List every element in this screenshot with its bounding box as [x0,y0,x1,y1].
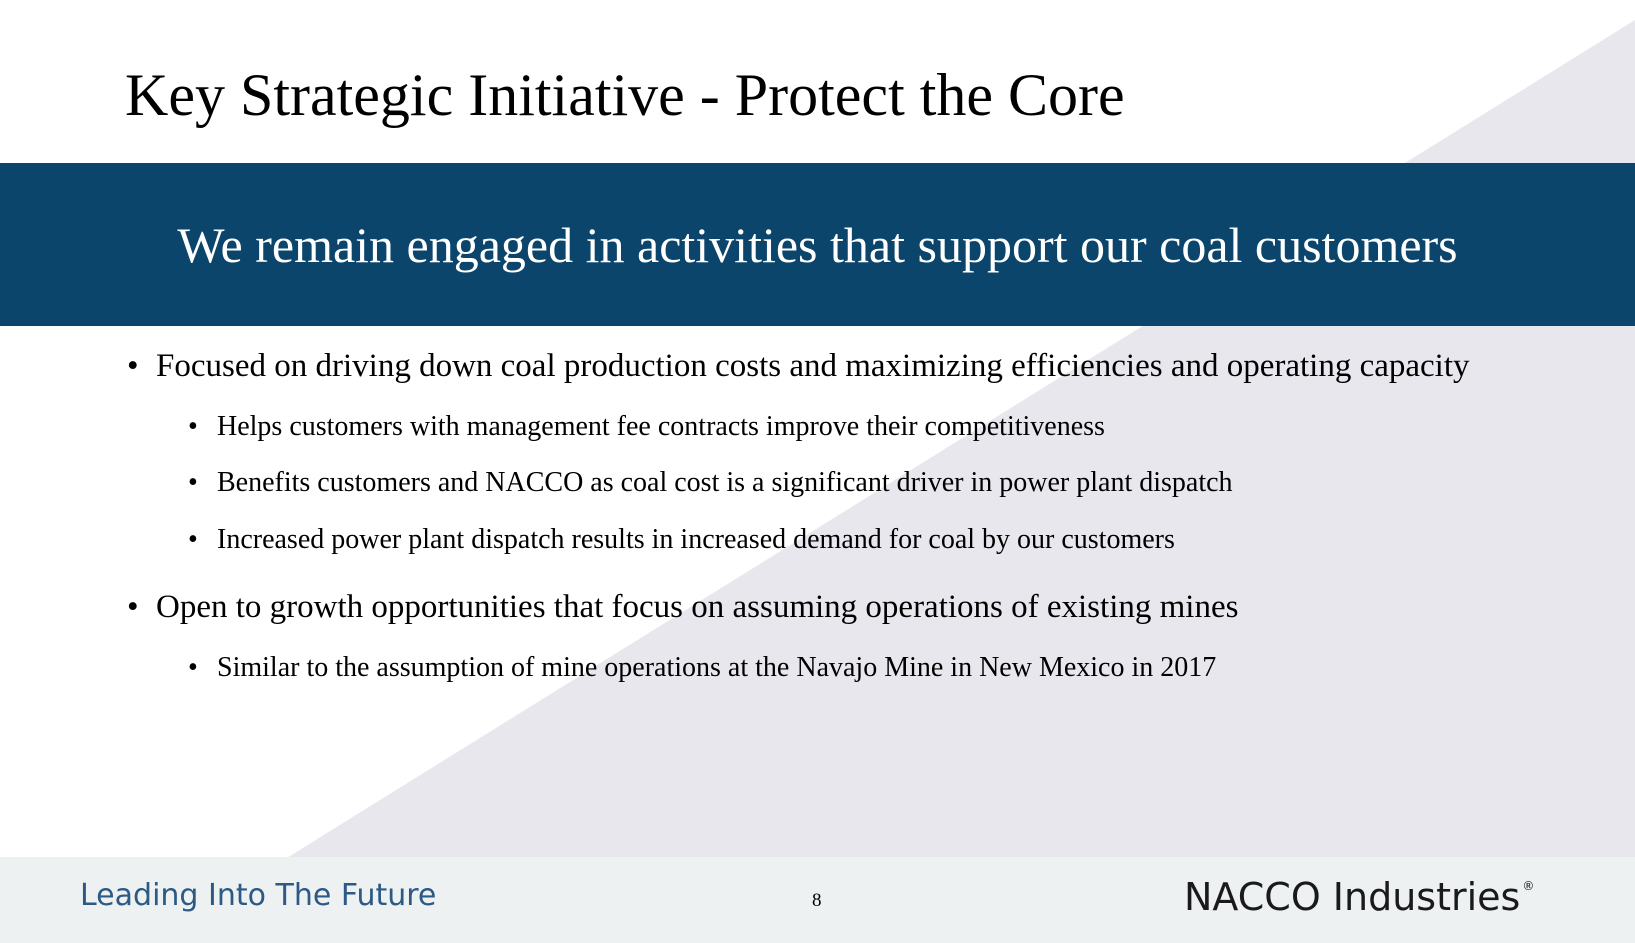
registered-mark-icon: ® [1522,879,1535,893]
bullet-dot-icon: • [127,589,139,625]
bullet-dot-icon: • [188,524,198,555]
bullet-text: Focused on driving down coal production costs and maximizing efficiencies and operating capacity [156,348,1470,384]
bullet-dot-icon: • [188,652,198,683]
sub-bullet-item-1-1 [188,411,1105,443]
bullet-dot-icon: • [127,348,139,384]
sub-bullet-text: Benefits customers and NACCO as coal cost is a significant driver in power plant dispatch [217,467,1233,498]
footer-tagline: Leading Into The Future [80,878,437,913]
sub-bullet-item-1-2 [188,467,1233,499]
sub-bullet-item-2-1 [188,652,1216,684]
page-number: 8 [812,890,822,911]
bullet-dot-icon: • [188,411,198,442]
bullet-item-2 [127,589,1238,626]
banner-text: We remain engaged in activities that support our coal customers [177,216,1458,273]
sub-bullet-item-1-3 [188,524,1175,556]
sub-bullet-text: Helps customers with management fee contracts improve their competitiveness [217,411,1105,442]
slide-title: Key Strategic Initiative - Protect the Core [125,62,1125,128]
bullet-dot-icon: • [188,467,198,498]
bullet-item-1 [127,348,1470,385]
bullet-text: Open to growth opportunities that focus on assuming operations of existing mines [156,589,1239,625]
sub-bullet-text: Similar to the assumption of mine operations at the Navajo Mine in New Mexico in 2017 [217,652,1217,683]
logo-text: NACCO Industries [1184,875,1521,919]
sub-bullet-text: Increased power plant dispatch results in increased demand for coal by our customers [217,524,1175,555]
